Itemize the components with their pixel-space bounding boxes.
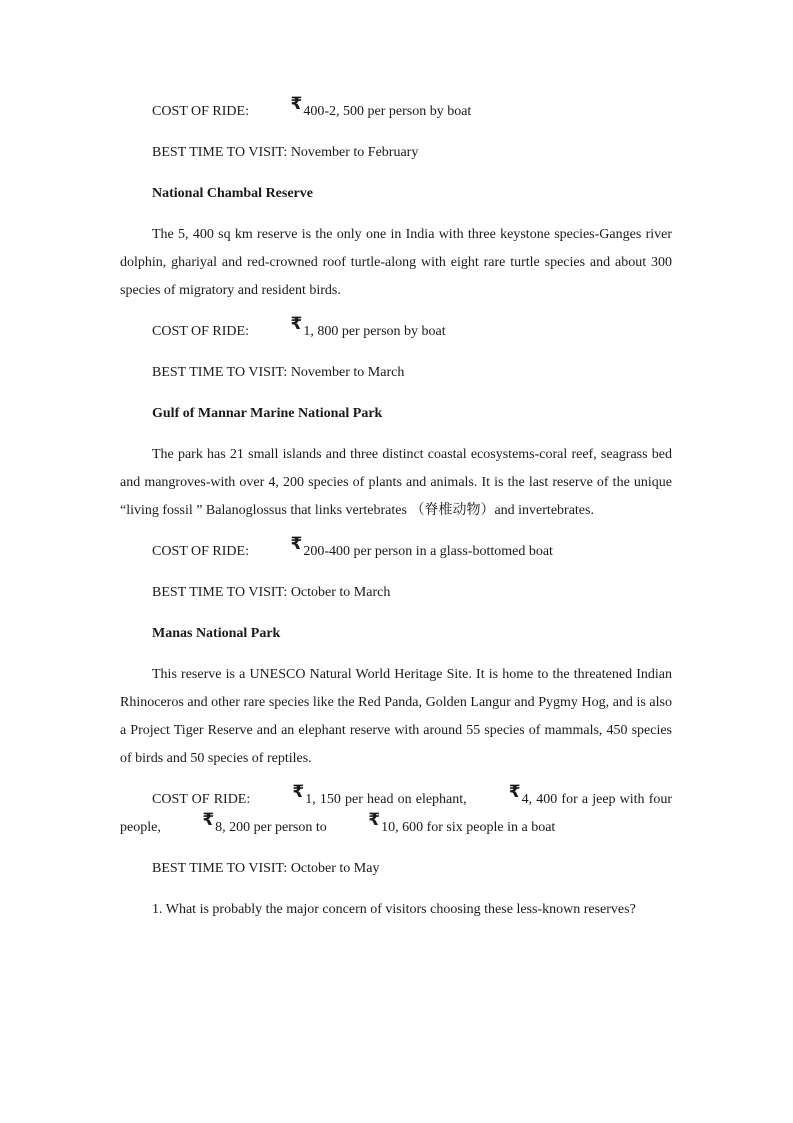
best-time-label: BEST TIME TO VISIT: (152, 585, 288, 600)
best-time-line (120, 359, 672, 387)
section-heading-manas: Manas National Park (152, 626, 281, 641)
best-time-value: November to February (290, 145, 419, 160)
cost-label: COST OF RIDE: (152, 544, 249, 559)
cost-label: COST OF RIDE: (152, 792, 251, 807)
best-time-label: BEST TIME TO VISIT: (152, 861, 288, 876)
best-time-value: October to March (290, 585, 391, 600)
cost-amount: 1, 150 per head on elephant, (305, 792, 467, 807)
rupee-icon: ₹ (368, 810, 381, 830)
document-page (120, 94, 673, 937)
cost-of-ride-line (120, 782, 673, 842)
best-time-label: BEST TIME TO VISIT: (152, 145, 288, 160)
paragraph-manas: This reserve is a UNESCO Natural World Heritage Site. It is home to the threatened Indian Rhinoceros and other rare species like the Red Panda, Golden Langur and Pygmy Hog, and is also a Project Tiger Reserve and an elephant reserve with around 55 species of mammals, 450 species of birds and 50 species of reptiles. (120, 667, 672, 766)
rupee-icon: ₹ (202, 810, 215, 830)
rupee-icon: ₹ (508, 782, 521, 802)
paragraph-mannar: The park has 21 small islands and three distinct coastal ecosystems-coral reef, seagrass bed and mangroves-with over 4, 200 species of plants and animals. It is the last reserve of the unique “living fossil ” Balanoglossus that links vertebrates （脊椎动物）and invertebrates. (120, 447, 672, 518)
best-time-line (120, 579, 672, 607)
cost-amount: 10, 600 for six people in a boat (381, 820, 556, 835)
cost-amount: 1, 800 per person by boat (303, 324, 446, 339)
cost-amount: 200-400 per person in a glass-bottomed boat (303, 544, 553, 559)
section-heading-mannar: Gulf of Mannar Marine National Park (152, 406, 383, 421)
cost-of-ride-line (120, 94, 672, 126)
cost-label: COST OF RIDE: (152, 104, 249, 119)
rupee-icon: ₹ (292, 782, 305, 802)
best-time-line (120, 139, 672, 167)
cost-of-ride-line (120, 314, 672, 346)
paragraph-chambal: The 5, 400 sq km reserve is the only one in India with three keystone species-Ganges river dolphin, ghariyal and red-crowned roof turtle-along with eight rare turtle species and about 300 species of migratory and resident birds. (120, 227, 672, 298)
question-1: 1. What is probably the major concern of visitors choosing these less-known reserves? (152, 902, 636, 917)
best-time-line (120, 855, 672, 883)
best-time-value: November to March (290, 365, 405, 380)
cost-amount: 4, 400 for a jeep with four people, (120, 792, 673, 835)
cost-amount: 8, 200 per person to (215, 820, 327, 835)
rupee-icon: ₹ (290, 534, 303, 554)
rupee-icon: ₹ (290, 314, 303, 334)
best-time-label: BEST TIME TO VISIT: (152, 365, 288, 380)
cost-label: COST OF RIDE: (152, 324, 249, 339)
section-heading-chambal: National Chambal Reserve (152, 186, 313, 201)
cost-of-ride-line (120, 534, 672, 566)
best-time-value: October to May (290, 861, 380, 876)
cost-amount: 400-2, 500 per person by boat (303, 104, 472, 119)
rupee-icon: ₹ (290, 94, 303, 114)
